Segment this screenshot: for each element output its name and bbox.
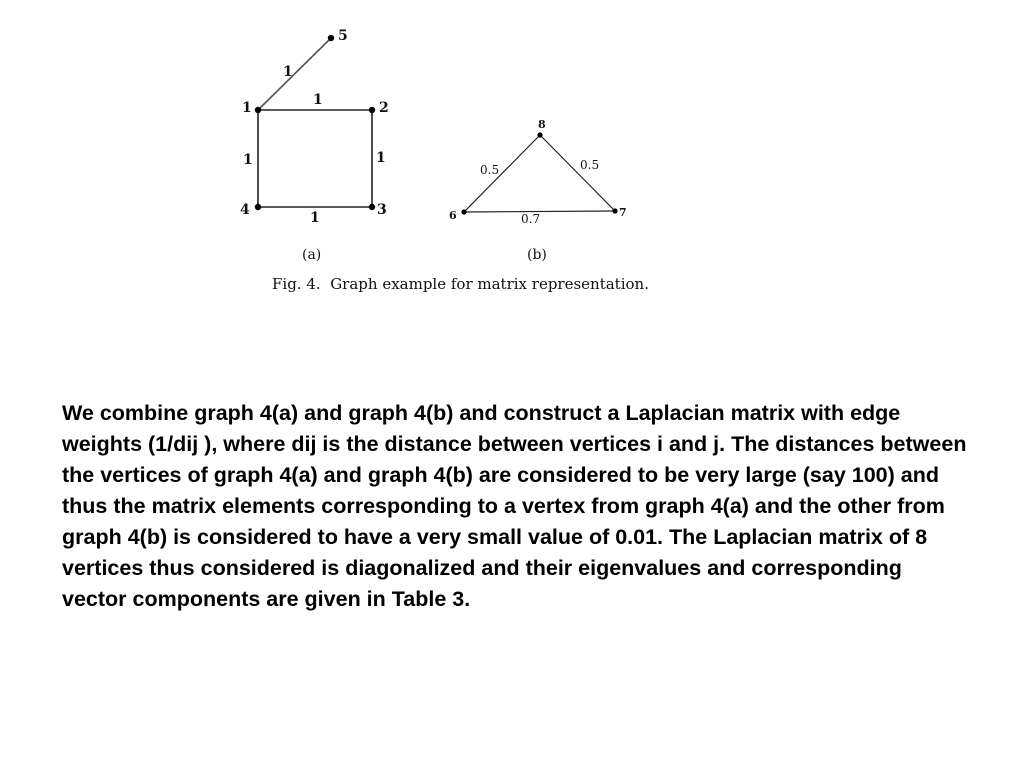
- vertex-6: [461, 209, 466, 214]
- graph-b-sublabel: (b): [527, 247, 547, 263]
- edge-label-1-2: 1: [313, 92, 323, 108]
- vertex-label-2: 2: [379, 100, 389, 116]
- edge-8-7: [540, 135, 615, 211]
- vertex-label-1: 1: [242, 100, 252, 116]
- vertex-1: [255, 107, 261, 113]
- vertex-7: [612, 208, 617, 213]
- edge-label-6-8: 0.5: [480, 163, 500, 177]
- vertex-8: [537, 132, 542, 137]
- vertex-label-6: 6: [449, 209, 457, 222]
- vertex-2: [369, 107, 375, 113]
- figure-caption: Fig. 4. Graph example for matrix representation.: [272, 275, 649, 293]
- edge-6-8: [464, 135, 540, 212]
- vertex-label-7: 7: [619, 206, 627, 219]
- graph-figure: [0, 0, 1024, 310]
- edge-label-1-4: 1: [243, 152, 253, 168]
- vertex-3: [369, 204, 375, 210]
- vertex-label-4: 4: [240, 202, 250, 218]
- vertex-4: [255, 204, 261, 210]
- edge-label-1-5: 1: [283, 64, 293, 80]
- edge-label-4-3: 1: [310, 210, 320, 226]
- edge-label-6-7: 0.7: [521, 212, 541, 226]
- vertex-5: [328, 35, 334, 41]
- vertex-label-5: 5: [338, 28, 348, 44]
- graph-b: [449, 118, 627, 263]
- graph-a-sublabel: (a): [302, 247, 322, 263]
- edge-label-2-3: 1: [376, 150, 386, 166]
- body-paragraph: We combine graph 4(a) and graph 4(b) and construct a Laplacian matrix with edge weights (1/dij ), where dij is the distance between vertices i and j. The distances between the vertices of graph 4(a) and graph 4(b) are considered to be very large (say 100) and thus the matrix elements corresponding to a vertex from graph 4(a) and the other from graph 4(b) is considered to have a very small value of 0.01. The Laplacian matrix of 8 vertices thus considered is diagonalized and their eigenvalues and corresponding vector components are given in Table 3.: [62, 401, 967, 611]
- vertex-label-3: 3: [377, 202, 387, 218]
- graph-a: [240, 28, 389, 263]
- vertex-label-8: 8: [538, 118, 546, 131]
- edge-label-8-7: 0.5: [580, 158, 600, 172]
